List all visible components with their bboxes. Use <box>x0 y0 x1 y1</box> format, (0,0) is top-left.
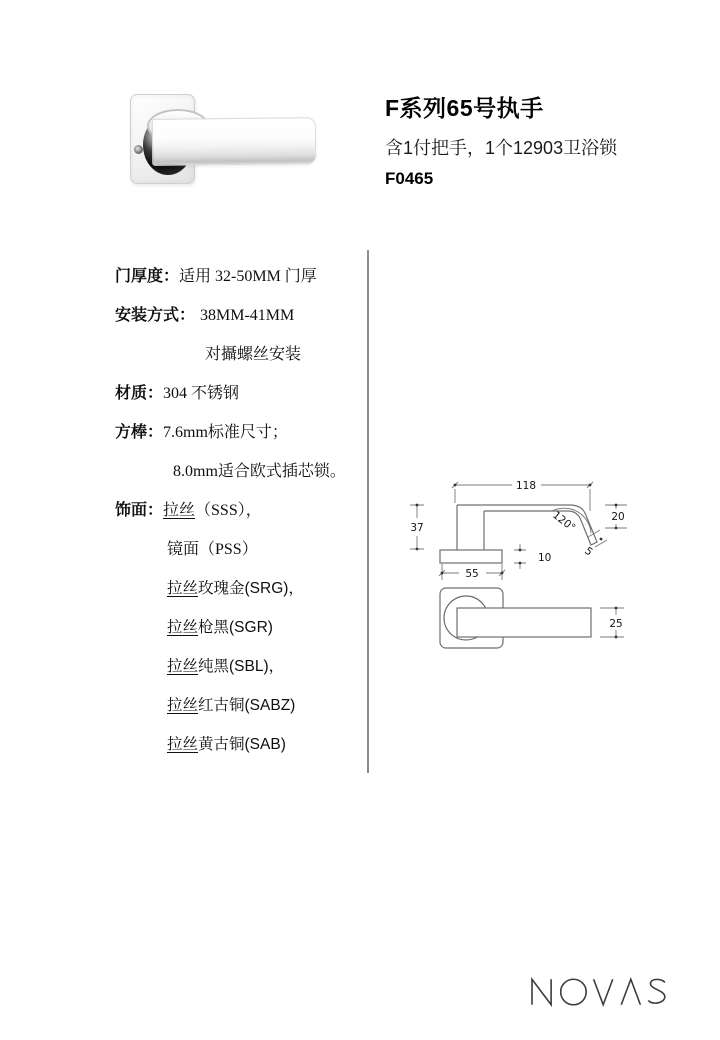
spec-value: 适用 32-50MM 门厚 <box>179 268 317 285</box>
product-photo <box>125 88 320 188</box>
logo-letter-v <box>594 979 613 1005</box>
finish-name: （SSS）， <box>195 502 262 519</box>
finish-prefix: 拉丝 <box>167 697 199 714</box>
spec-value: 304 不锈钢 <box>163 385 240 402</box>
dim-bend-angle: 120° <box>550 509 578 535</box>
finish-prefix: 拉丝 <box>167 580 199 597</box>
finish-prefix: 拉丝 <box>163 502 196 519</box>
product-model-code: F0465 <box>385 169 434 188</box>
spec-label: 材质： <box>115 385 164 402</box>
finish-prefix: 拉丝 <box>167 619 199 636</box>
dim-projection: 37 <box>410 522 424 534</box>
dim-rose-thickness: 10 <box>538 552 552 564</box>
spec-line-finish-1 <box>115 539 365 578</box>
spec-line-finish-4 <box>115 656 365 695</box>
finish-name: 枪黑(SGR) <box>198 619 273 636</box>
spec-line-spindle <box>115 422 365 461</box>
dim-rose-width: 55 <box>465 568 479 580</box>
spec-value: 对攝螺丝安装 <box>205 346 302 363</box>
novas-brand-logo <box>526 975 674 1009</box>
dim-overall-length: 118 <box>515 480 537 492</box>
spec-value: 7.6mm标准尺寸； <box>163 424 288 441</box>
spec-line-finish-5 <box>115 695 365 734</box>
finish-name: 玫瑰金(SRG)， <box>198 580 304 597</box>
spec-value: 8.0mm适合欧式插芯锁。 <box>173 463 346 480</box>
logo-letter-s <box>648 979 664 1003</box>
spec-value: 38MM-41MM <box>200 307 295 324</box>
handle-screw <box>134 145 143 154</box>
spec-label: 门厚度： <box>115 268 180 285</box>
spec-label: 饰面： <box>115 502 164 519</box>
spec-line-material <box>115 383 365 422</box>
spec-label: 安装方式： <box>115 307 196 324</box>
logo-letter-n <box>532 979 551 1005</box>
dim-end-offset: 20 <box>611 511 625 523</box>
spec-line-finish-3 <box>115 617 365 656</box>
spec-line-door-thickness <box>115 266 365 305</box>
spec-line-finish-2 <box>115 578 365 617</box>
product-subtitle: 含1付把手，1个12903卫浴锁 <box>385 138 618 158</box>
technical-drawing <box>402 470 635 655</box>
side-view-outline <box>440 505 597 563</box>
dim-tip-length: 5 <box>582 544 595 559</box>
page-title: F系列65号执手 <box>385 95 544 121</box>
handle-lever <box>152 117 316 166</box>
logo-letter-o <box>561 979 587 1005</box>
finish-name: 黄古铜(SAB) <box>198 736 286 753</box>
finish-name: 红古铜(SABZ) <box>198 697 296 714</box>
spec-list <box>115 266 365 773</box>
spec-line-installation <box>115 305 365 344</box>
spec-line-spindle-2 <box>115 461 365 500</box>
top-view-outline <box>440 588 591 648</box>
finish-name: 镜面（PSS） <box>167 541 258 558</box>
spec-line-finish-0 <box>115 500 365 539</box>
logo-letter-a <box>621 979 640 1005</box>
dim-lever-width: 25 <box>609 618 623 630</box>
spec-line-finish-6 <box>115 734 365 773</box>
spec-line-installation-2 <box>115 344 365 383</box>
finish-name: 纯黑(SBL)， <box>198 658 285 675</box>
finish-prefix: 拉丝 <box>167 736 199 753</box>
finish-prefix: 拉丝 <box>167 658 199 675</box>
column-divider <box>367 250 369 773</box>
spec-label: 方棒： <box>115 424 164 441</box>
